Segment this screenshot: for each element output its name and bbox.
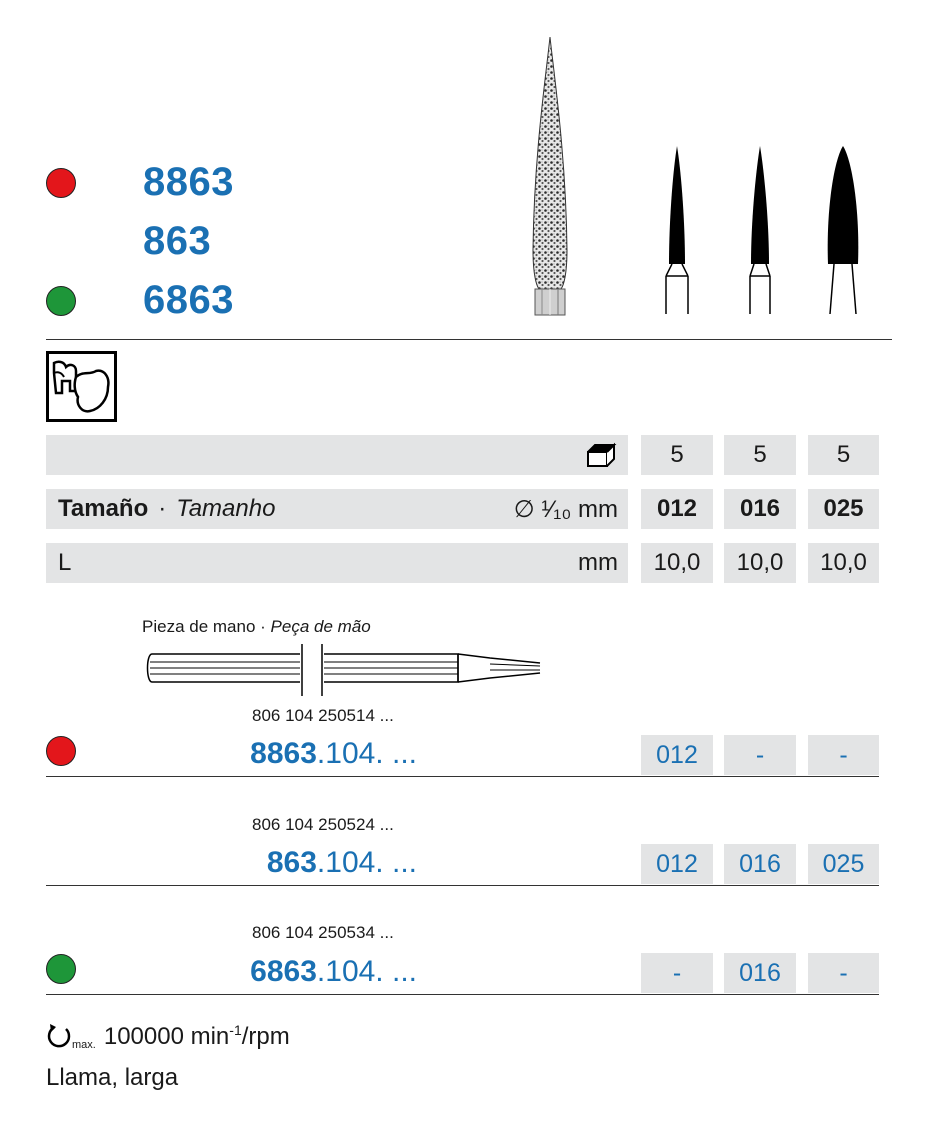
order-cell: 012 bbox=[641, 844, 713, 884]
speed-sub: max. bbox=[72, 1039, 96, 1051]
speed-value: 100000 min bbox=[103, 1023, 230, 1050]
order-code bbox=[250, 955, 417, 989]
green-dot bbox=[46, 286, 76, 316]
order-code-main: 6863 bbox=[250, 955, 317, 988]
order-cell: 016 bbox=[724, 953, 796, 993]
shape-text: Llama, larga bbox=[46, 1064, 179, 1091]
pack-cell-1: 5 bbox=[641, 435, 713, 475]
order-cell: 025 bbox=[808, 844, 879, 884]
order-cell: - bbox=[724, 735, 796, 775]
bur-silhouette-icon bbox=[650, 140, 880, 318]
package-icon bbox=[585, 440, 617, 470]
order-cell: - bbox=[808, 735, 879, 775]
speed-line bbox=[72, 1022, 290, 1051]
order-cell: - bbox=[808, 953, 879, 993]
order-code bbox=[250, 737, 417, 771]
order-code-suffix: .104. ... bbox=[316, 846, 417, 879]
pack-cell-2: 5 bbox=[724, 435, 796, 475]
pack-cell-3: 5 bbox=[808, 435, 879, 475]
order-cell: 016 bbox=[724, 844, 796, 884]
order-code-suffix: .104. ... bbox=[316, 737, 417, 770]
rotation-icon bbox=[46, 1023, 72, 1049]
size-unit: ∅ ¹⁄₁₀ mm bbox=[513, 495, 618, 523]
order-ref: 806 104 250534 ... bbox=[252, 923, 394, 942]
handpiece-icon bbox=[140, 640, 550, 700]
order-cell: 012 bbox=[641, 735, 713, 775]
size-label-pt: Tamanho bbox=[176, 495, 276, 522]
product-code-8863: 8863 bbox=[143, 160, 234, 204]
length-cell-3: 10,0 bbox=[808, 543, 879, 583]
red-dot bbox=[46, 736, 76, 766]
header-divider bbox=[46, 339, 892, 340]
order-code-suffix: .104. ... bbox=[316, 955, 417, 988]
size-cell-1: 012 bbox=[641, 489, 713, 529]
product-code-863: 863 bbox=[143, 219, 212, 263]
product-code-6863: 6863 bbox=[143, 278, 234, 322]
speed-unit: /rpm bbox=[241, 1023, 290, 1050]
size-label-es: Tamaño bbox=[58, 495, 149, 522]
length-unit: mm bbox=[578, 549, 618, 576]
order-ref: 806 104 250514 ... bbox=[252, 706, 394, 725]
length-label: L bbox=[58, 549, 72, 576]
length-cell-1: 10,0 bbox=[641, 543, 713, 583]
red-dot bbox=[46, 168, 76, 198]
green-dot bbox=[46, 954, 76, 984]
order-divider bbox=[46, 885, 879, 886]
order-code-main: 863 bbox=[266, 846, 317, 879]
order-divider bbox=[46, 776, 879, 777]
handpiece-label-es: Pieza de mano bbox=[142, 617, 256, 636]
order-cell: - bbox=[641, 953, 713, 993]
order-ref: 806 104 250524 ... bbox=[252, 815, 394, 834]
order-code bbox=[267, 846, 417, 880]
order-divider bbox=[46, 994, 879, 995]
handpiece-separator: · bbox=[260, 617, 266, 636]
handpiece-label-pt: Peça de mão bbox=[270, 617, 371, 636]
size-cell-2: 016 bbox=[724, 489, 796, 529]
size-label bbox=[58, 489, 275, 529]
order-code-main: 8863 bbox=[250, 737, 317, 770]
size-separator: · bbox=[158, 495, 167, 522]
diamond-bur-image bbox=[520, 35, 580, 317]
size-cell-3: 025 bbox=[808, 489, 879, 529]
length-cell-2: 10,0 bbox=[724, 543, 796, 583]
handpiece-label bbox=[142, 617, 371, 637]
crown-preparation-icon bbox=[46, 351, 117, 422]
pack-row-bg bbox=[46, 435, 628, 475]
speed-exp: -1 bbox=[229, 1022, 242, 1038]
